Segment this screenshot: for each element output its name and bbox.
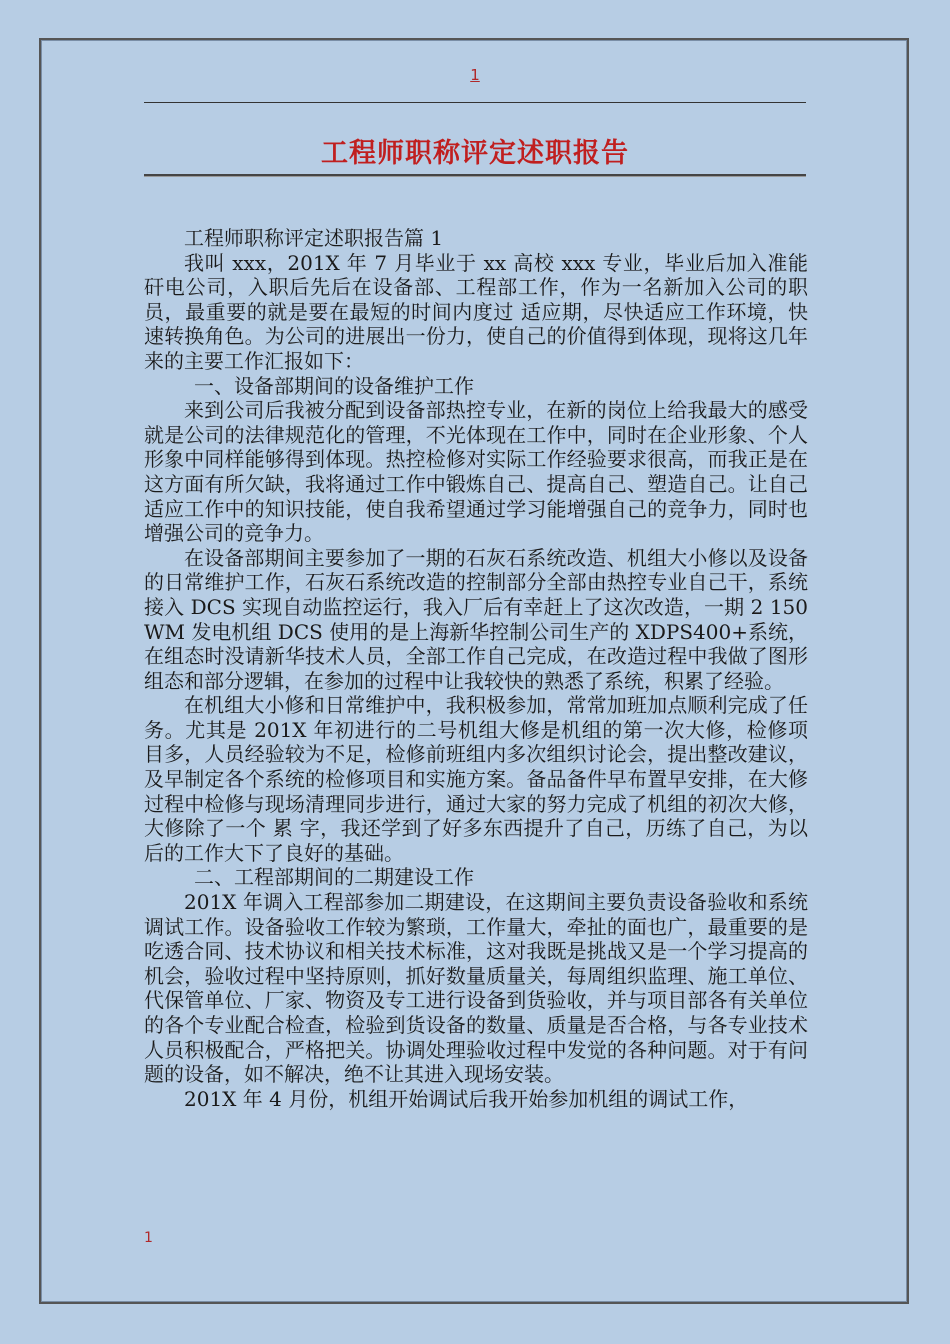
paragraph: 来到公司后我被分配到设备部热控专业，在新的岗位上给我最大的感受就是公司的法律规范化的管理，不光体现在工作中，同时在企业形象、个人形象中同样能够得到体现。热控检修对实际工作经验要求很高，而我正是在这方面有所欠缺，我将通过工作中锻炼自己、提高自己、塑造自己。让自己适应工作中的知识技能，使自我希望通过学习能增强自己的竞争力，同时也增强公司的竞争力。 — [144, 398, 808, 546]
paragraph: 在设备部期间主要参加了一期的石灰石系统改造、机组大小修以及设备的日常维护工作，石灰石系统改造的控制部分全部由热控专业自己干，系统接入 DCS 实现自动监控运行，我入厂后有幸赶上了这次改造，一期 2 150WM 发电机组 DCS 使用的是上海新华控制公司生产的 XDPS400+系统，在组态时没请新华技术人员，全部工作自己完成，在改造过程中我做了图形组态和部分逻辑，在参加的过程中让我较快的熟悉了系统，积累了经验。 — [144, 545, 808, 693]
header-rule — [144, 102, 806, 103]
paragraph: 我叫 xxx，201X 年 7 月毕业于 xx 高校 xxx 专业，毕业后加入准能矸电公司，入职后先后在设备部、工程部工作，作为一名新加入公司的职员，最重要的就是要在最短的时间内度过 适应期，尽快适应工作环境，快速转换角色。为公司的进展出一份力，使自己的价值得到体现，现将这几年来的主要工作汇报如下： — [144, 250, 808, 373]
paragraph: 201X 年 4 月份，机组开始调试后我开始参加机组的调试工作， — [184, 1086, 749, 1111]
title-rule — [144, 174, 806, 176]
paragraph: 在机组大小修和日常维护中，我积极参加，常常加班加点顺利完成了任务。尤其是 201X 年初进行的二号机组大修是机组的第一次大修，检修项目多，人员经验较为不足，检修前班组内多次组织讨论会，提出整改建议，及早制定各个系统的检修项目和实施方案。备品备件早布置早安排，在大修过程中检修与现场清理同步进行，通过大家的努力完成了机组的初次大修，大修除了一个 累 字，我还学到了好多东西提升了自己，历练了自己，为以后的工作大下了良好的基础。 — [144, 693, 808, 865]
subtitle: 工程师职称评定述职报告篇 1 — [184, 226, 444, 250]
footer-page-number: 1 — [144, 1230, 153, 1246]
paragraph: 201X 年调入工程部参加二期建设，在这期间主要负责设备验收和系统调试工作。设备验收工作较为繁琐，工作量大，牵扯的面也广，最重要的是吃透合同、技术协议和相关技术标准，这对我既是挑战又是一个学习提高的机会，验收过程中坚持原则，抓好数量质量关，每周组织监理、施工单位、代保管单位、厂家、物资及专工进行设备到货验收，并与项目部各有关单位的各个专业配合检查，检验到货设备的数量、质量是否合格，与各专业技术人员积极配合，严格把关。协调处理验收过程中发觉的各种问题。对于有问题的设备，如不解决，绝不让其进入现场安装。 — [144, 890, 808, 1087]
section-heading: 一、设备部期间的设备维护工作 — [194, 373, 474, 398]
section-heading: 二、工程部期间的二期建设工作 — [194, 865, 474, 890]
document-body — [144, 226, 808, 1111]
document-title: 工程师职称评定述职报告 — [321, 138, 629, 169]
header-page-number: 1 — [470, 66, 480, 84]
